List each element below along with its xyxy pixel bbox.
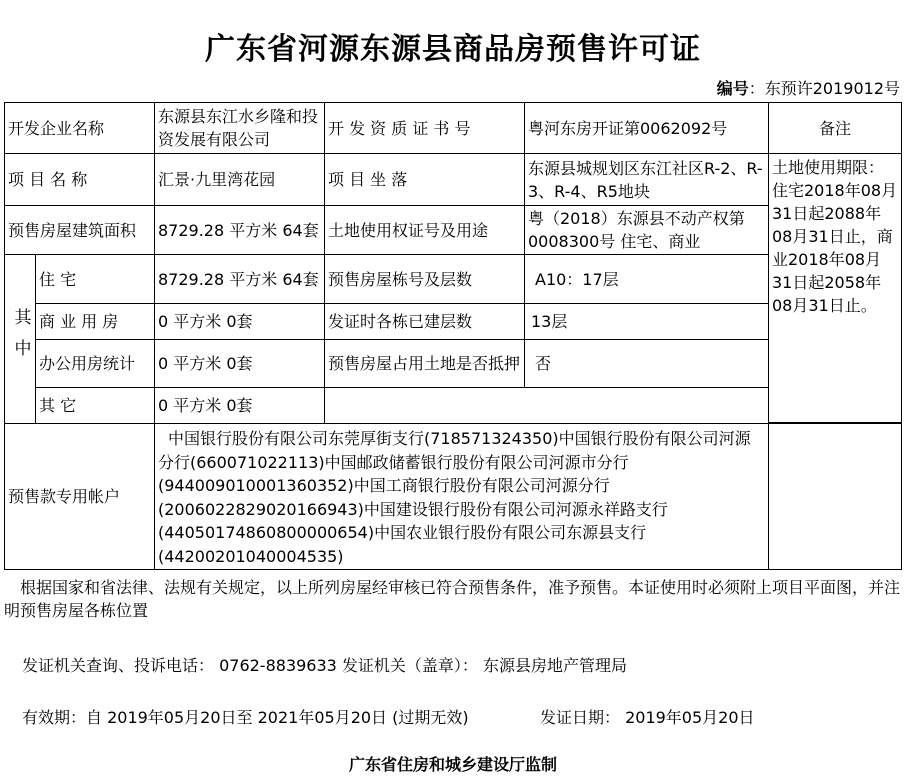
other-label: 其 它 [35,387,155,424]
account-value: 中国银行股份有限公司东莞厚街支行(718571324350)中国银行股份有限公司河源分行(660071022113)中国邮政储蓄银行股份有限公司河源市分行(944009010001360352)中国工商银行股份有限公司河源分行(2006022829020166943)中国建设银行股份有限公司河源永祥路支行(44050174860800000654)中国农业银行股份有限公司东源县支行(44200201040004535) [154,423,769,570]
building-value: A10：17层 [524,254,769,304]
contact-line: 发证机关查询、投诉电话： 0762-8839633 发证机关（盖章）： 东源县房地产管理局 [22,656,628,675]
building-label: 预售房屋栋号及层数 [324,254,525,304]
among-label: 其中 [4,254,36,424]
account-remark-cell [768,423,902,570]
remark-label: 备注 [768,102,902,154]
location-label: 项 目 坐 落 [324,153,525,206]
permit-number [717,76,900,99]
residential-label: 住 宅 [35,254,155,304]
account-label: 预售款专用帐户 [4,423,155,570]
commercial-label: 商 业 用 房 [35,303,155,340]
presale-area-value: 8729.28 平方米 64套 [154,205,325,255]
office-value: 0 平方米 0套 [154,339,325,388]
land-cert-value: 粤（2018）东源县不动产权第0008300号 住宅、商业 [524,205,769,255]
remark-value: 土地使用期限：住宅2018年08月31日起2088年08月31日止，商业2018年08月31日起2058年08月31日止。 [768,153,902,423]
project-name-label: 项 目 名 称 [4,153,155,206]
commercial-value: 0 平方米 0套 [154,303,325,340]
location-value: 东源县城规划区东江社区R-2、R-3、R-4、R5地块 [524,153,769,206]
mortgage-value: 否 [524,339,769,388]
residential-value: 8729.28 平方米 64套 [154,254,325,304]
developer-value: 东源县东江水乡隆和投资发展有限公司 [154,102,325,154]
permit-number-label: 编号 [716,79,749,98]
land-cert-label: 土地使用权证号及用途 [324,205,525,255]
approval-statement: 根据国家和省法律、法规有关规定，以上所列房屋经审核已符合预售条件，准予预售。本证使用时必须附上项目平面图，并注明预售房屋各栋位置 [4,578,901,620]
qualification-value: 粤河东房开证第0062092号 [524,102,769,154]
presale-area-label: 预售房屋建筑面积 [4,205,155,255]
permit-number-value: ：东预许2019012号 [748,79,900,98]
issuer-line: 广东省住房和城乡建设厅监制 [348,755,557,774]
other-value: 0 平方米 0套 [154,387,325,424]
floors-built-label: 发证时各栋已建层数 [324,303,525,340]
developer-label: 开发企业名称 [4,102,155,154]
mortgage-label: 预售房屋占用土地是否抵押 [324,339,525,388]
qualification-label: 开 发 资 质 证 书 号 [324,102,525,154]
issue-date: 发证日期： 2019年05月20日 [540,708,755,727]
page-title: 广东省河源东源县商品房预售许可证 [205,32,701,67]
office-label: 办公用房统计 [35,339,155,388]
validity-period: 有效期：自 2019年05月20日至 2021年05月20日 (过期无效) [22,708,469,727]
project-name-value: 汇景·九里湾花园 [154,153,325,206]
floors-built-value: 13层 [524,303,769,340]
